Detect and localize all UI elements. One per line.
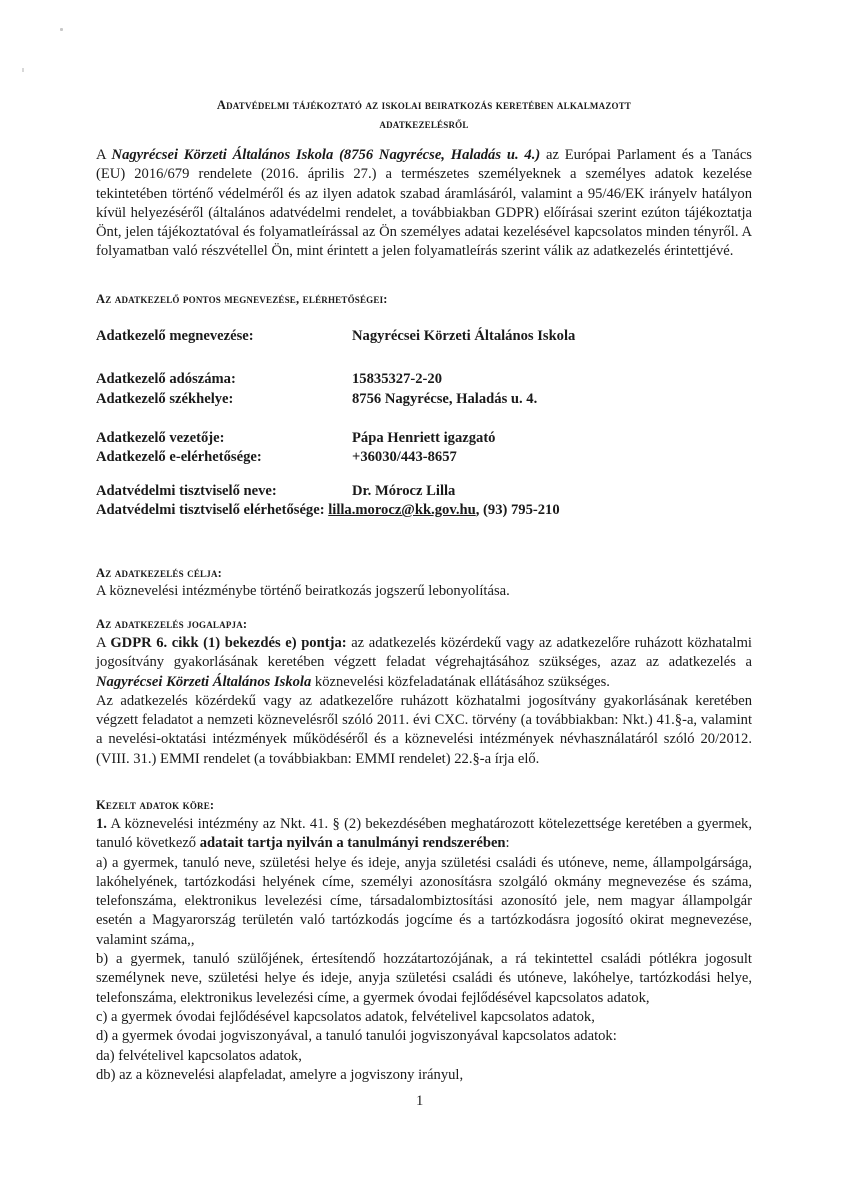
page-number: 1 xyxy=(416,1093,424,1109)
item-b: b) a gyermek, tanuló szülőjének, értesítendő hozzátartozójának, a rá tekintettel családi pótlékra jogosult személynek neve, születési helye és ideje, anyja születési családi és utóneve, lakóhelye, tartózkodási helye, telefonszáma, elektronikus levelezési címe, a gyermek óvodai fejlődésével kapcsolatos adatok, xyxy=(96,951,752,1006)
point-number: 1. xyxy=(96,816,107,832)
school-name-address: Nagyrécsei Körzeti Általános Iskola (8756 Nagyrécse, Haladás u. 4.) xyxy=(111,147,541,163)
dpo-contact-label: Adatvédelmi tisztviselő elérhetősége: xyxy=(96,502,325,518)
item-a: a) a gyermek, tanuló neve, születési helye és ideje, anyja születési családi és utóneve, neme, állampolgársága, lakóhelyének, tartózkodási helyének címe, személyi azonosításra szolgáló okmány megnevezése és száma, telefonszáma, elektronikus levelezési címe, társadalombiztosítási azonosító jele, nem magyar állampolgár esetén a Magyarország területén való tartózkodás jogcíme és a tartózkodásra jogosító okirat megnevezése, valamint száma,, xyxy=(96,854,752,948)
scan-speck xyxy=(60,28,63,31)
controller-seat-label: Adatkezelő székhelye: xyxy=(96,391,234,407)
controller-tax-label: Adatkezelő adószáma: xyxy=(96,371,236,387)
controller-tax-value: 15835327-2-20 xyxy=(352,371,442,387)
legal-text: A xyxy=(96,635,111,651)
controller-contact-value: +36030/443-8657 xyxy=(352,449,457,465)
point-colon: : xyxy=(505,835,510,852)
legal-text-2: az adatkezelés közérdekű vagy az adatkezelőre ruházott közhatalmi jogosítvány gyakorlásának keretében végzett feladat végrehajtásához szükséges, azaz az adatkezelés a xyxy=(96,635,752,671)
item-db: db) az a köznevelési alapfeladat, amelyre a jogviszony irányul, xyxy=(96,1066,464,1083)
legal-basis-paragraph xyxy=(96,634,752,769)
controller-name-value: Nagyrécsei Körzeti Általános Iskola xyxy=(352,328,576,344)
controller-contact-label: Adatkezelő e-elérhetősége: xyxy=(96,449,262,465)
title-line-2: adatkezelésről xyxy=(379,117,469,131)
controller-seat-value: 8756 Nagyrécse, Haladás u. 4. xyxy=(352,391,538,407)
title-line-1: Adatvédelmi tájékoztató az iskolai beiratkozás keretében alkalmazott xyxy=(216,98,632,112)
item-da: da) felvételivel kapcsolatos adatok, xyxy=(96,1047,302,1064)
school-name: Nagyrécsei Körzeti Általános Iskola xyxy=(96,673,312,690)
dpo-email-link[interactable]: lilla.morocz@kk.gov.hu xyxy=(328,502,476,518)
dpo-phone: , (93) 795-210 xyxy=(475,502,560,518)
legal-text-3: köznevelési közfeladatának ellátásához szükséges. xyxy=(311,673,610,690)
data-scope-body xyxy=(96,815,752,1085)
purpose-heading: Az adatkezelés célja: xyxy=(96,566,223,580)
dpo-name-label: Adatvédelmi tisztviselő neve: xyxy=(96,483,277,499)
controller-heading: Az adatkezelő pontos megnevezése, elérhetőségei: xyxy=(96,292,388,306)
legal-basis-paragraph-2: Az adatkezelés közérdekű vagy az adatkezelőre ruházott közhatalmi jogosítvány gyakorlásának keretében végzett feladatot a nemzeti köznevelésről szóló 2011. évi CXC. törvény (a továbbiakban: Nkt.) 41.§-a, valamint a nevelési-oktatási intézmények működéséről és a köznevelési intézmények névhasználatáról szóló 20/2012. (VIII. 31.) EMMI rendelet (a továbbiakban: EMMI rendelet) 22.§-a írja elő. xyxy=(96,692,752,767)
item-d: d) a gyermek óvodai jogviszonyával, a tanuló tanulói jogviszonyával kapcsolatos adatok: xyxy=(96,1028,617,1045)
point-bold-text: adatait tartja nyilván a tanulmányi rendszerében xyxy=(199,835,506,852)
gdpr-article: GDPR 6. cikk (1) bekezdés e) pontja: xyxy=(110,635,347,651)
document-title xyxy=(96,96,752,134)
data-scope-heading: Kezelt adatok köre: xyxy=(96,798,215,812)
intro-text: A xyxy=(96,147,112,163)
intro-paragraph xyxy=(96,146,752,262)
item-c: c) a gyermek óvodai fejlődésével kapcsolatos adatok, felvételivel kapcsolatos adatok, xyxy=(96,1008,595,1025)
purpose-text: A köznevelési intézménybe történő beiratkozás jogszerű lebonyolítása. xyxy=(96,583,510,599)
controller-name-label: Adatkezelő megnevezése: xyxy=(96,328,254,344)
point-text: A köznevelési intézmény az Nkt. 41. § (2) bekezdésében meghatározott kötelezettsége keretében a gyermek, tanuló következő xyxy=(96,816,752,852)
dpo-name-value: Dr. Mórocz Lilla xyxy=(352,483,456,499)
legal-basis-heading: Az adatkezelés jogalapja: xyxy=(96,617,248,631)
intro-text-rest: az Európai Parlament és a Tanács (EU) 2016/679 rendelete (2016. április 27.) a természetes személyeknek a személyes adatok kezelése tekintetében történő védelméről és az ilyen adatok szabad áramlásáról, valamint a 95/46/EK irányelv hatályon kívül helyezéséről (általános adatvédelmi rendelet, a továbbiakban GDPR) előírásai szerint ezúton tájékoztatja Önt, jelen tájékoztatóval és folyamatleírással az Ön személyes adatai kezelésével kapcsolatos minden tényről. A folyamatban való részvétellel Ön, mint érintett a jelen folyamatleírás szerint válik az adatkezelés érintettjévé. xyxy=(96,147,752,260)
controller-head-label: Adatkezelő vezetője: xyxy=(96,430,225,446)
controller-head-value: Pápa Henriett igazgató xyxy=(352,430,496,446)
scan-speck xyxy=(22,68,24,72)
dpo-contact-row xyxy=(96,502,560,519)
